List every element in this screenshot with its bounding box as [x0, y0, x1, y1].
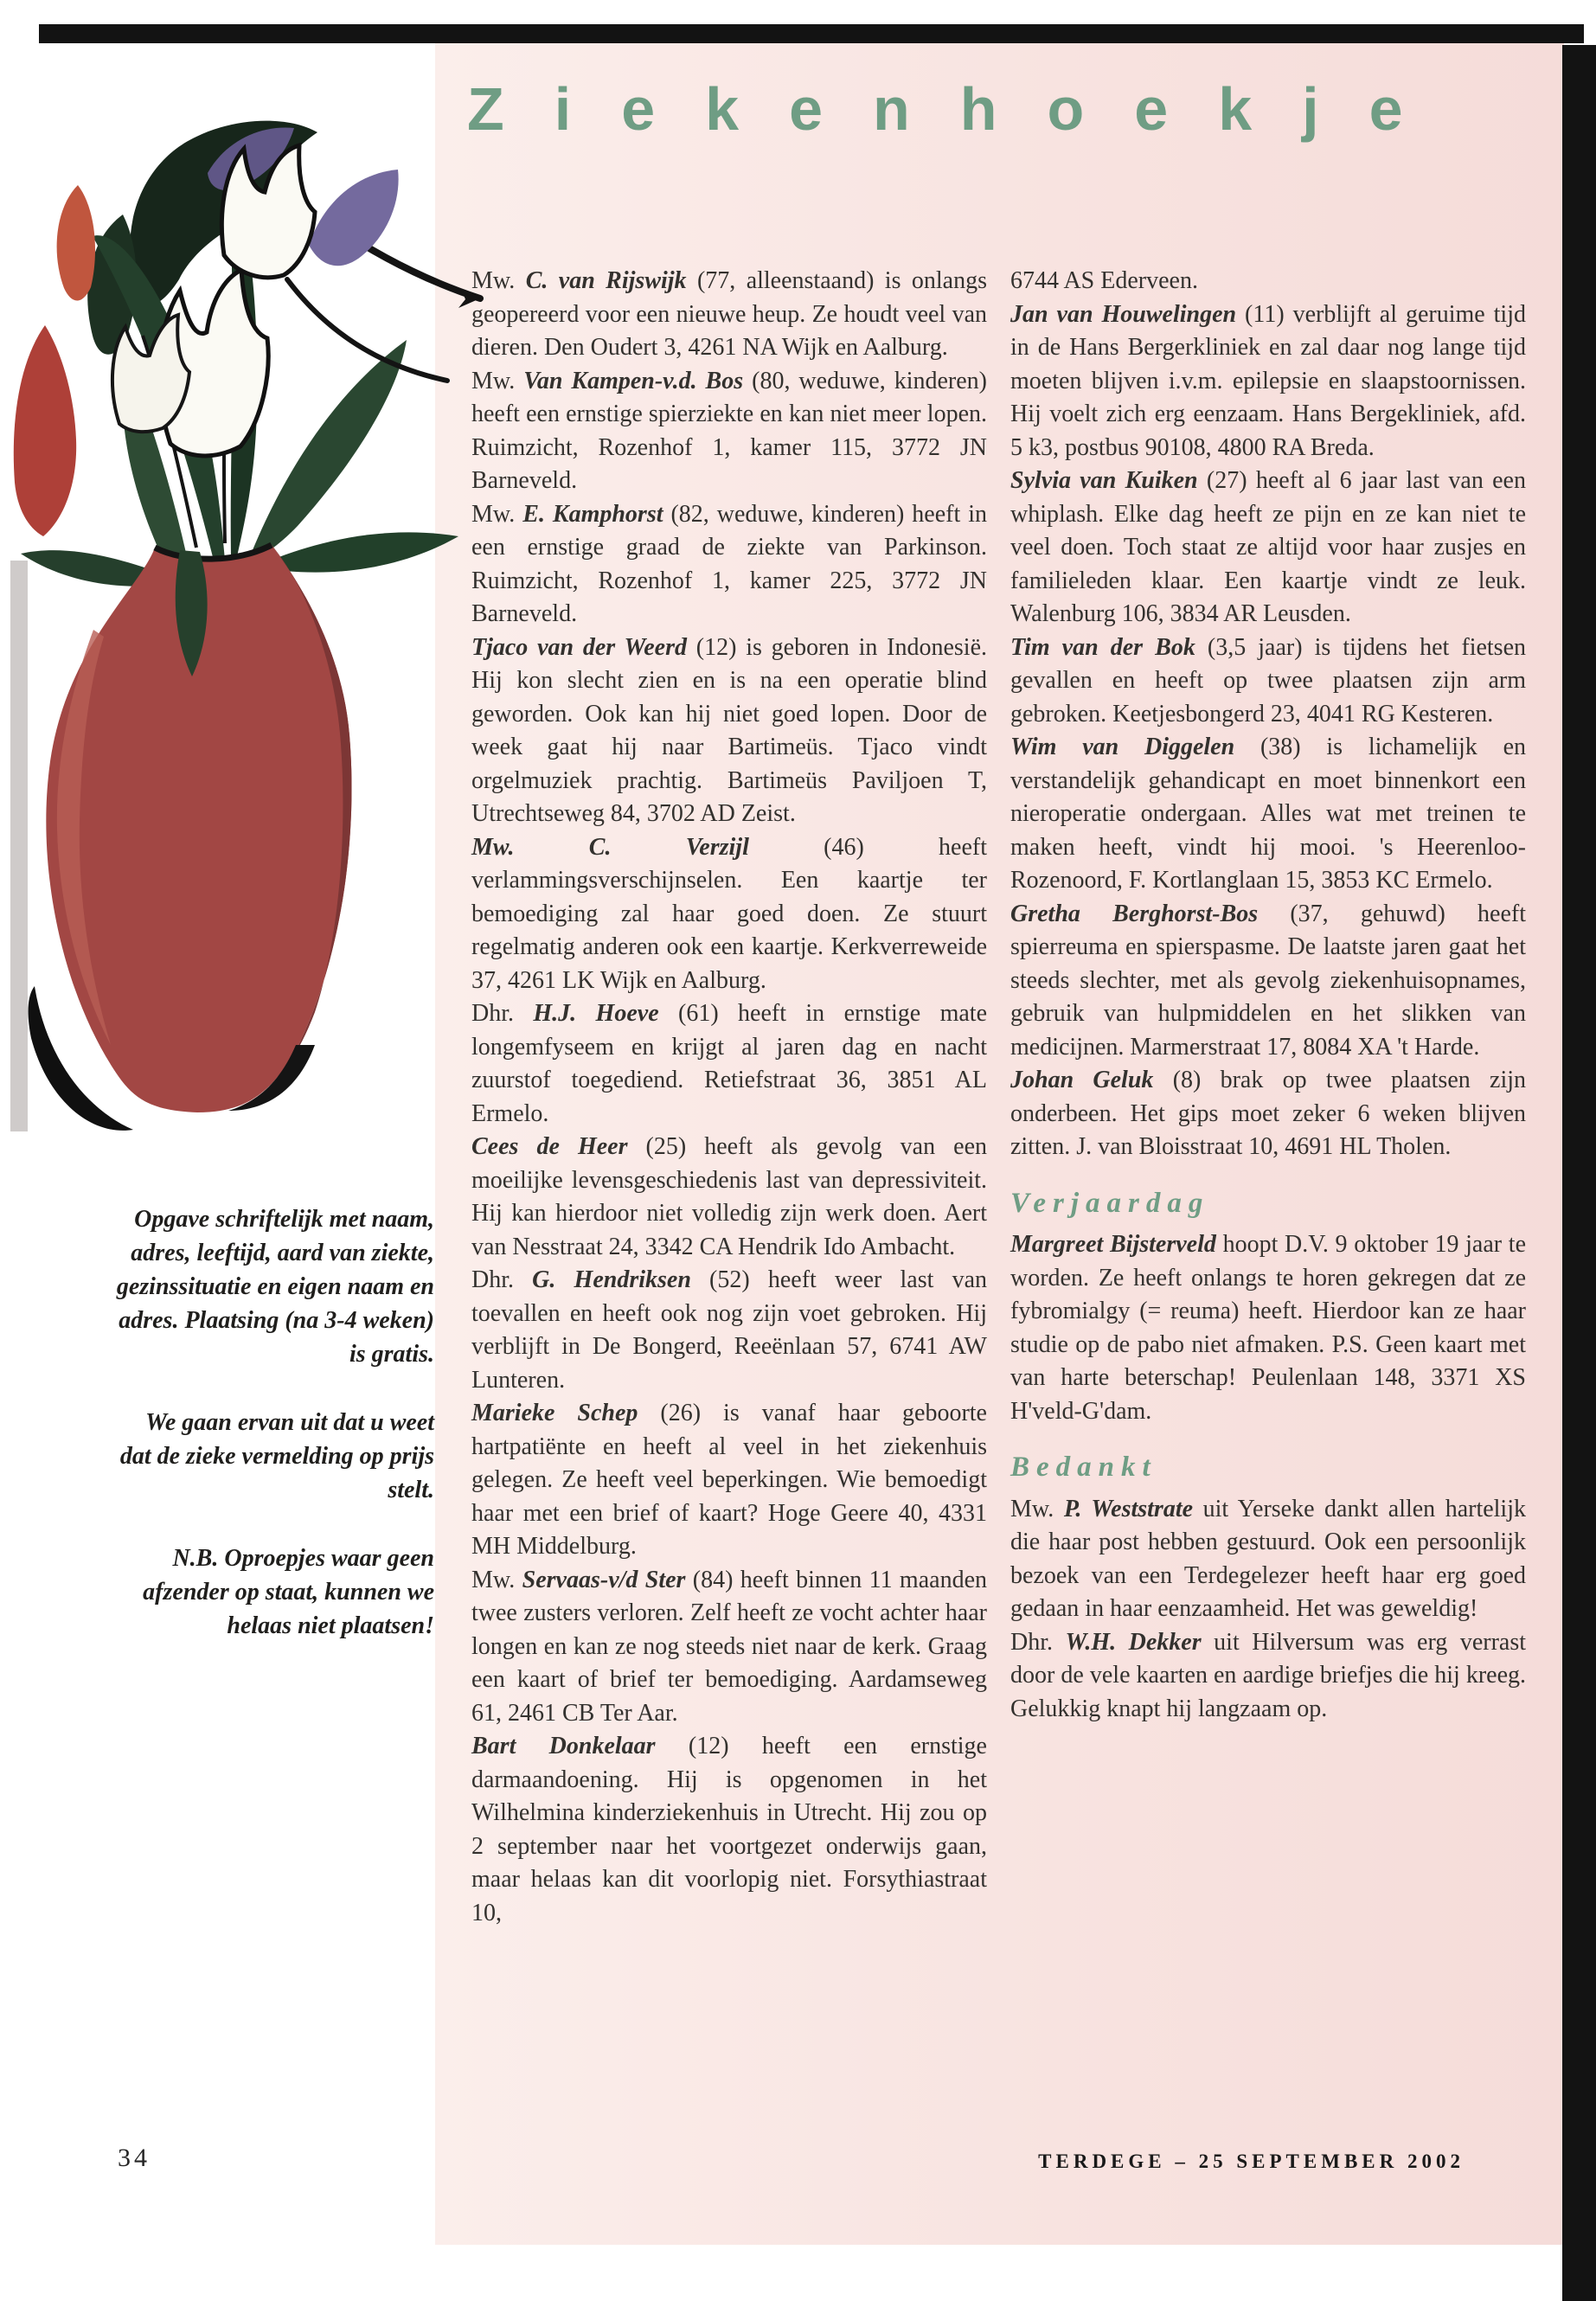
- entry-text: uit Yerseke dankt allen hartelijk die haar post hebben gestuurd. Ook een persoonlijk bezoek van een Terdegelezer heeft haar erg goed gedaan in haar eenzaamheid. Het was geweldig!: [1010, 1495, 1526, 1622]
- bedankt-entries: [1010, 1493, 1526, 1727]
- entry-name: P. Weststrate: [1063, 1495, 1194, 1522]
- sidebar-paragraph: Opgave schriftelijk met naam, adres, leeftijd, aard van ziekte, gezinssituatie en eigen naam en adres. Plaatsing (na 3-4 weken) is gratis.: [116, 1206, 434, 1368]
- section-header-verjaardag: Verjaardag: [1010, 1187, 1210, 1219]
- entry-text: (27) heeft al 6 jaar last van een whiplash. Elke dag heeft ze pijn en ze kan niet te veel doen. Toch staat ze altijd voor haar zusjes en familieleden klaar. Een kaartje vindt ze leuk. Walenburg 106, 3834 AR Leusden.: [1010, 467, 1526, 627]
- verjaardag-entries: [1010, 1228, 1526, 1428]
- entry-text: (84) heeft binnen 11 maanden twee zusters verloren. Zelf heeft ze vocht achter haar longen en kan ze nog steeds niet naar de kerk. Graag een kaart of brief ter bemoediging. Aardamseweg 61, 2461 CB Ter Aar.: [471, 1566, 987, 1727]
- sick-entry: [1010, 898, 1526, 1065]
- entry-text: (82, weduwe, kinderen) heeft in een ernstige graad de ziekte van Parkinson. Ruimzicht, Rozenhof 1, kamer 225, 3772 JN Barneveld.: [471, 500, 987, 627]
- entry-name: Cees de Heer: [471, 1133, 628, 1160]
- entry-prefix: Dhr.: [471, 1266, 533, 1293]
- flower-vase-illustration: [10, 76, 484, 1157]
- thanks-entry: [1010, 1493, 1526, 1626]
- entry-text: (12) is geboren in Indonesië. Hij kon slecht zien en is na een operatie blind geworden. Ook kan hij niet goed lopen. Door de week gaat hij naar Bartimeüs. Tjaco vindt orgelmuziek prachtig. Bartimeüs Paviljoen T, Utrechtseweg 84, 3702 AD Zeist.: [471, 633, 988, 827]
- entry-name: H.J. Hoeve: [533, 1000, 659, 1027]
- sick-entry: [471, 1730, 987, 1930]
- entry-text: hoopt D.V. 9 oktober 19 jaar te worden. Ze heeft onlangs te horen gekregen dat ze fybromialgy (= reuma) heeft. Hierdoor kan ze haar studie op de pabo niet afmaken. P.S. Geen kaart met van harte beterschap! Peulenlaan 148, 3371 XS H'veld-G'dam.: [1010, 1231, 1526, 1425]
- entry-text: (3,5 jaar) is tijdens het fietsen gevallen en heeft op twee plaatsen zijn arm gebroken. Keetjesbongerd 23, 4041 RG Kesteren.: [1010, 633, 1527, 727]
- sick-entry: [471, 265, 987, 365]
- entry-name: C. van Rijswijk: [525, 267, 687, 294]
- sick-entry: [471, 997, 987, 1131]
- sick-entry: [1010, 265, 1526, 298]
- entry-prefix: Mw.: [471, 500, 523, 528]
- entry-text: (77, alleenstaand) is onlangs geopereerd voor een nieuwe heup. Ze houdt veel van dieren. Den Oudert 3, 4261 NA Wijk en Aalburg.: [471, 267, 987, 361]
- sick-entry: [471, 1131, 987, 1264]
- sick-entry: [471, 498, 987, 631]
- entry-text: (8) brak op twee plaatsen zijn onderbeen. Het gips moet zeker 6 weken blijven zitten. J. van Bloisstraat 10, 4691 HL Tholen.: [1010, 1067, 1526, 1160]
- entry-prefix: Mw.: [471, 1566, 522, 1593]
- entry-name: W.H. Dekker: [1065, 1628, 1202, 1656]
- entry-name: Mw. C. Verzijl: [471, 833, 749, 861]
- thanks-entry: [1010, 1626, 1526, 1727]
- entry-name: Marieke Schep: [471, 1400, 638, 1426]
- entry-name: Johan Geluk: [1010, 1067, 1154, 1093]
- page-shadow-strip: [10, 561, 28, 1131]
- sick-entry: [1010, 1064, 1526, 1164]
- sick-entry: [471, 1397, 987, 1564]
- entry-name: Sylvia van Kuiken: [1010, 467, 1198, 494]
- entry-name: Van Kampen-v.d. Bos: [523, 367, 744, 394]
- entry-name: Jan van Houwelingen: [1010, 300, 1237, 328]
- sick-entry: [1010, 631, 1526, 732]
- sick-entry: [1010, 731, 1526, 898]
- entry-prefix: Mw.: [471, 367, 524, 394]
- entry-name: E. Kamphorst: [522, 500, 663, 528]
- section-header-bedankt: Bedankt: [1010, 1452, 1157, 1483]
- sidebar-paragraph: We gaan ervan uit dat u weet dat de zieke vermelding op prijs stelt.: [119, 1409, 434, 1503]
- entry-name: G. Hendriksen: [532, 1266, 691, 1293]
- birthday-entry: [1010, 1228, 1526, 1428]
- magazine-footer: TERDEGE – 25 SEPTEMBER 2002: [1038, 2150, 1465, 2172]
- entry-prefix: Mw.: [471, 267, 526, 294]
- sick-entry: [1010, 298, 1526, 465]
- column-2-entries: [1010, 265, 1526, 1164]
- sick-entry: [471, 1264, 987, 1397]
- page-number: 34: [118, 2144, 151, 2172]
- entry-name: Tjaco van der Weerd: [471, 633, 688, 661]
- submission-instructions: [111, 1202, 434, 1643]
- entry-name: Servaas-v/d Ster: [522, 1566, 686, 1593]
- entry-text: (38) is lichamelijk en verstandelijk gehandicapt en moet binnenkort een nieroperatie ondergaan. Alles wat met treinen te maken heeft, vindt hij mooi. 's Heerenloo-Rozenoord, F. Kortlanglaan 15, 3853 KC Ermelo.: [1010, 734, 1527, 894]
- entry-text: 6744 AS Ederveen.: [1010, 267, 1198, 294]
- entry-name: Bart Donkelaar: [471, 1733, 656, 1759]
- top-black-rule: [39, 24, 1584, 43]
- entry-text: (26) is vanaf haar geboorte hartpatiënte en heeft al veel in het ziekenhuis gelegen. Ze heeft veel beperkingen. Wie bemoedigt haar met een brief of kaart? Hoge Geere 40, 4331 MH Middelburg.: [471, 1400, 987, 1560]
- entry-name: Tim van der Bok: [1010, 633, 1195, 661]
- entry-prefix: Mw.: [1010, 1495, 1064, 1522]
- entry-text: uit Hilversum was erg verrast door de vele kaarten en aardige briefjes die hij kreeg. Gelukkig knapt hij langzaam op.: [1010, 1628, 1526, 1722]
- entry-text: (12) heeft een ernstige darmaandoening. Hij is opgenomen in het Wilhelmina kinderziekenhuis in Utrecht. Hij zou op 2 september naar het voortgezet onderwijs gaan, maar helaas kan dit voorlopig niet. Forsythiastraat 10,: [471, 1733, 987, 1926]
- entry-text: (52) heeft weer last van toevallen en heeft ook nog zijn voet gebroken. Hij verblijft in De Bongerd, Reeënlaan 57, 6741 AW Lunteren.: [471, 1266, 987, 1394]
- entry-prefix: Dhr.: [1010, 1628, 1066, 1656]
- column-2: [1010, 265, 1526, 1726]
- sick-entry: [471, 365, 987, 498]
- entry-text: (25) heeft als gevolg van een moeilijke levensgeschiedenis last van depressiviteit. Hij kan hierdoor niet volledig zijn werk doen. Aert van Nesstraat 24, 3342 CA Hendrik Ido Ambacht.: [471, 1133, 988, 1260]
- sick-entry: [471, 1564, 987, 1731]
- sick-entry: [471, 631, 987, 831]
- sick-entry: [471, 831, 987, 998]
- entry-name: Wim van Diggelen: [1010, 734, 1235, 760]
- entry-name: Margreet Bijsterveld: [1010, 1231, 1216, 1258]
- entry-text: (37, gehuwd) heeft spierreuma en spierspasme. De laatste jaren gaat het steeds slechter, met als gevolg ziekenhuisopnames, gebruik van hulpmiddelen en het slikken van medicijnen. Marmerstraat 17, 8084 XA 't Harde.: [1010, 900, 1526, 1061]
- entry-name: Gretha Berghorst-Bos: [1010, 900, 1259, 927]
- entry-text: (61) heeft in ernstige mate longemfyseem en krijgt al jaren dag en nacht zuurstof toegediend. Retiefstraat 36, 3851 AL Ermelo.: [471, 1000, 988, 1127]
- sidebar-paragraph: N.B. Oproepjes waar geen afzender op staat, kunnen we helaas niet plaatsen!: [143, 1545, 434, 1639]
- sick-entry: [1010, 465, 1526, 631]
- entry-prefix: Dhr.: [471, 1000, 534, 1027]
- entry-text: (80, weduwe, kinderen) heeft een ernstige spierziekte en kan niet meer lopen. Ruimzicht, Rozenhof 1, kamer 115, 3772 JN Barneveld.: [471, 367, 987, 494]
- entry-text: (46) heeft verlammingsverschijnselen. Een kaartje ter bemoediging zal haar goed doen. Ze stuurt regelmatig anderen ook een kaartje. Kerkverreweide 37, 4261 LK Wijk en Aalburg.: [471, 833, 988, 994]
- right-black-bar: [1562, 45, 1596, 2301]
- page-title: Ziekenhoekje: [467, 75, 1453, 143]
- entry-text: (11) verblijft al geruime tijd in de Hans Bergerkliniek en zal daar nog lange tijd moeten blijven i.v.m. epilepsie en slaapstoornissen. Hij voelt zich erg eenzaam. Hans Bergekliniek, afd. 5 k3, postbus 90108, 4800 RA Breda.: [1010, 300, 1526, 461]
- column-1: [471, 265, 987, 1930]
